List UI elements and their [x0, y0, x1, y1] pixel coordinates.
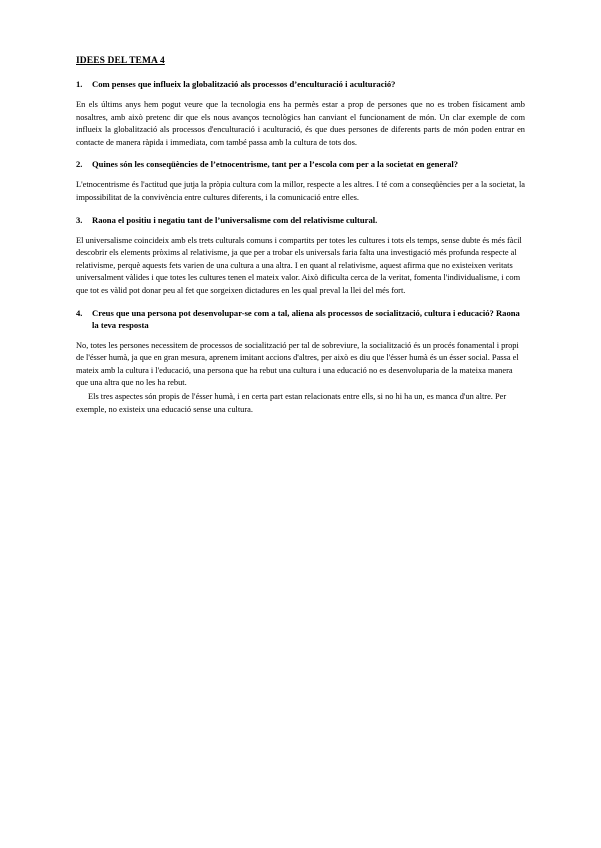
answer-paragraph: El universalisme coincideix amb els trets culturals comuns i compartits per totes les cultures i tots els temps, sense dubte és més fàcil descobrir els elements pròxims al relativisme, ja que per a trobar els universals faria falta una investigació més profunda respecte al relativisme, perquè aquests fets varien de una cultura a una altra. I en quant al relativisme, aquest afirma que no existeixen veritats universalment vàlides i que totes les cultures tenen el mateix valor. Això dificulta cerca de la veritat, fomenta l'individualisme, i com que tot es vàlid pot donar peu al fet que sorgeixen dictadures en les qual preval la llei del més fort.: [76, 235, 522, 295]
document-title: IDEES DEL TEMA 4: [76, 56, 165, 66]
question-1: [76, 78, 525, 90]
answer-paragraph: No, totes les persones necessitem de processos de socialització per tal de sobreviure, la socialització és un procés fonamental i propi de l'ésser humà, ja que en gran mesura, aprenem imitant accions d'altres, per això es diu que l'ésser humà és un ésser social. Passa el mateix amb la cultura i l'educació, una persona que ha rebut una cultura i una educació no es desenvoluparia de la mateixa manera que una altra que no les ha rebut.: [76, 340, 519, 388]
question-3: [76, 214, 525, 226]
question-4: [76, 307, 525, 331]
answer-paragraph: Els tres aspectes són propis de l'ésser humà, i en certa part estan relacionats entre ells, si no hi ha un, es manca d'un altre. Per exemple, no existeix una educació sense una cultura.: [76, 391, 507, 414]
question-number: 1.: [76, 79, 83, 89]
question-2: [76, 158, 525, 170]
question-text: Com penses que influeix la globalització als processos d’enculturació i aculturació?: [92, 79, 396, 89]
answer-paragraph: En els últims anys hem pogut veure que la tecnologia ens ha permès estar a prop de persones que no es troben físicament amb nosaltres, amb això pretenc dir que els nous avanços tecnològics han canviant el funcionament de món. Un clar exemple de com influeix la globalització als processos d'enculturació i aculturació, és que dues persones de diferents parts de món poden entrar en contacte de manera ràpida i immediata, com també passa amb la cultura de tots dos.: [76, 100, 525, 147]
question-text: Raona el positiu i negatiu tant de l’universalisme com del relativisme cultural.: [92, 214, 378, 225]
question-text: Creus que una persona pot desenvolupar-se com a tal, aliena als processos de socialització, cultura i educació? Raona la teva resposta: [92, 307, 520, 330]
answer-paragraph: L'etnocentrisme és l'actitud que jutja la pròpia cultura com la millor, respecte a les altres. I té com a conseqüències per a la societat, la impossibilitat de la convivència entre cultures diferents, i la comunicació entre elles.: [76, 180, 525, 202]
question-text: Quines són les conseqüències de l’etnocentrisme, tant per a l’escola com per a la societat en general?: [92, 159, 459, 170]
question-number: 3.: [76, 214, 83, 225]
question-number: 4.: [76, 307, 83, 318]
question-number: 2.: [76, 159, 83, 170]
